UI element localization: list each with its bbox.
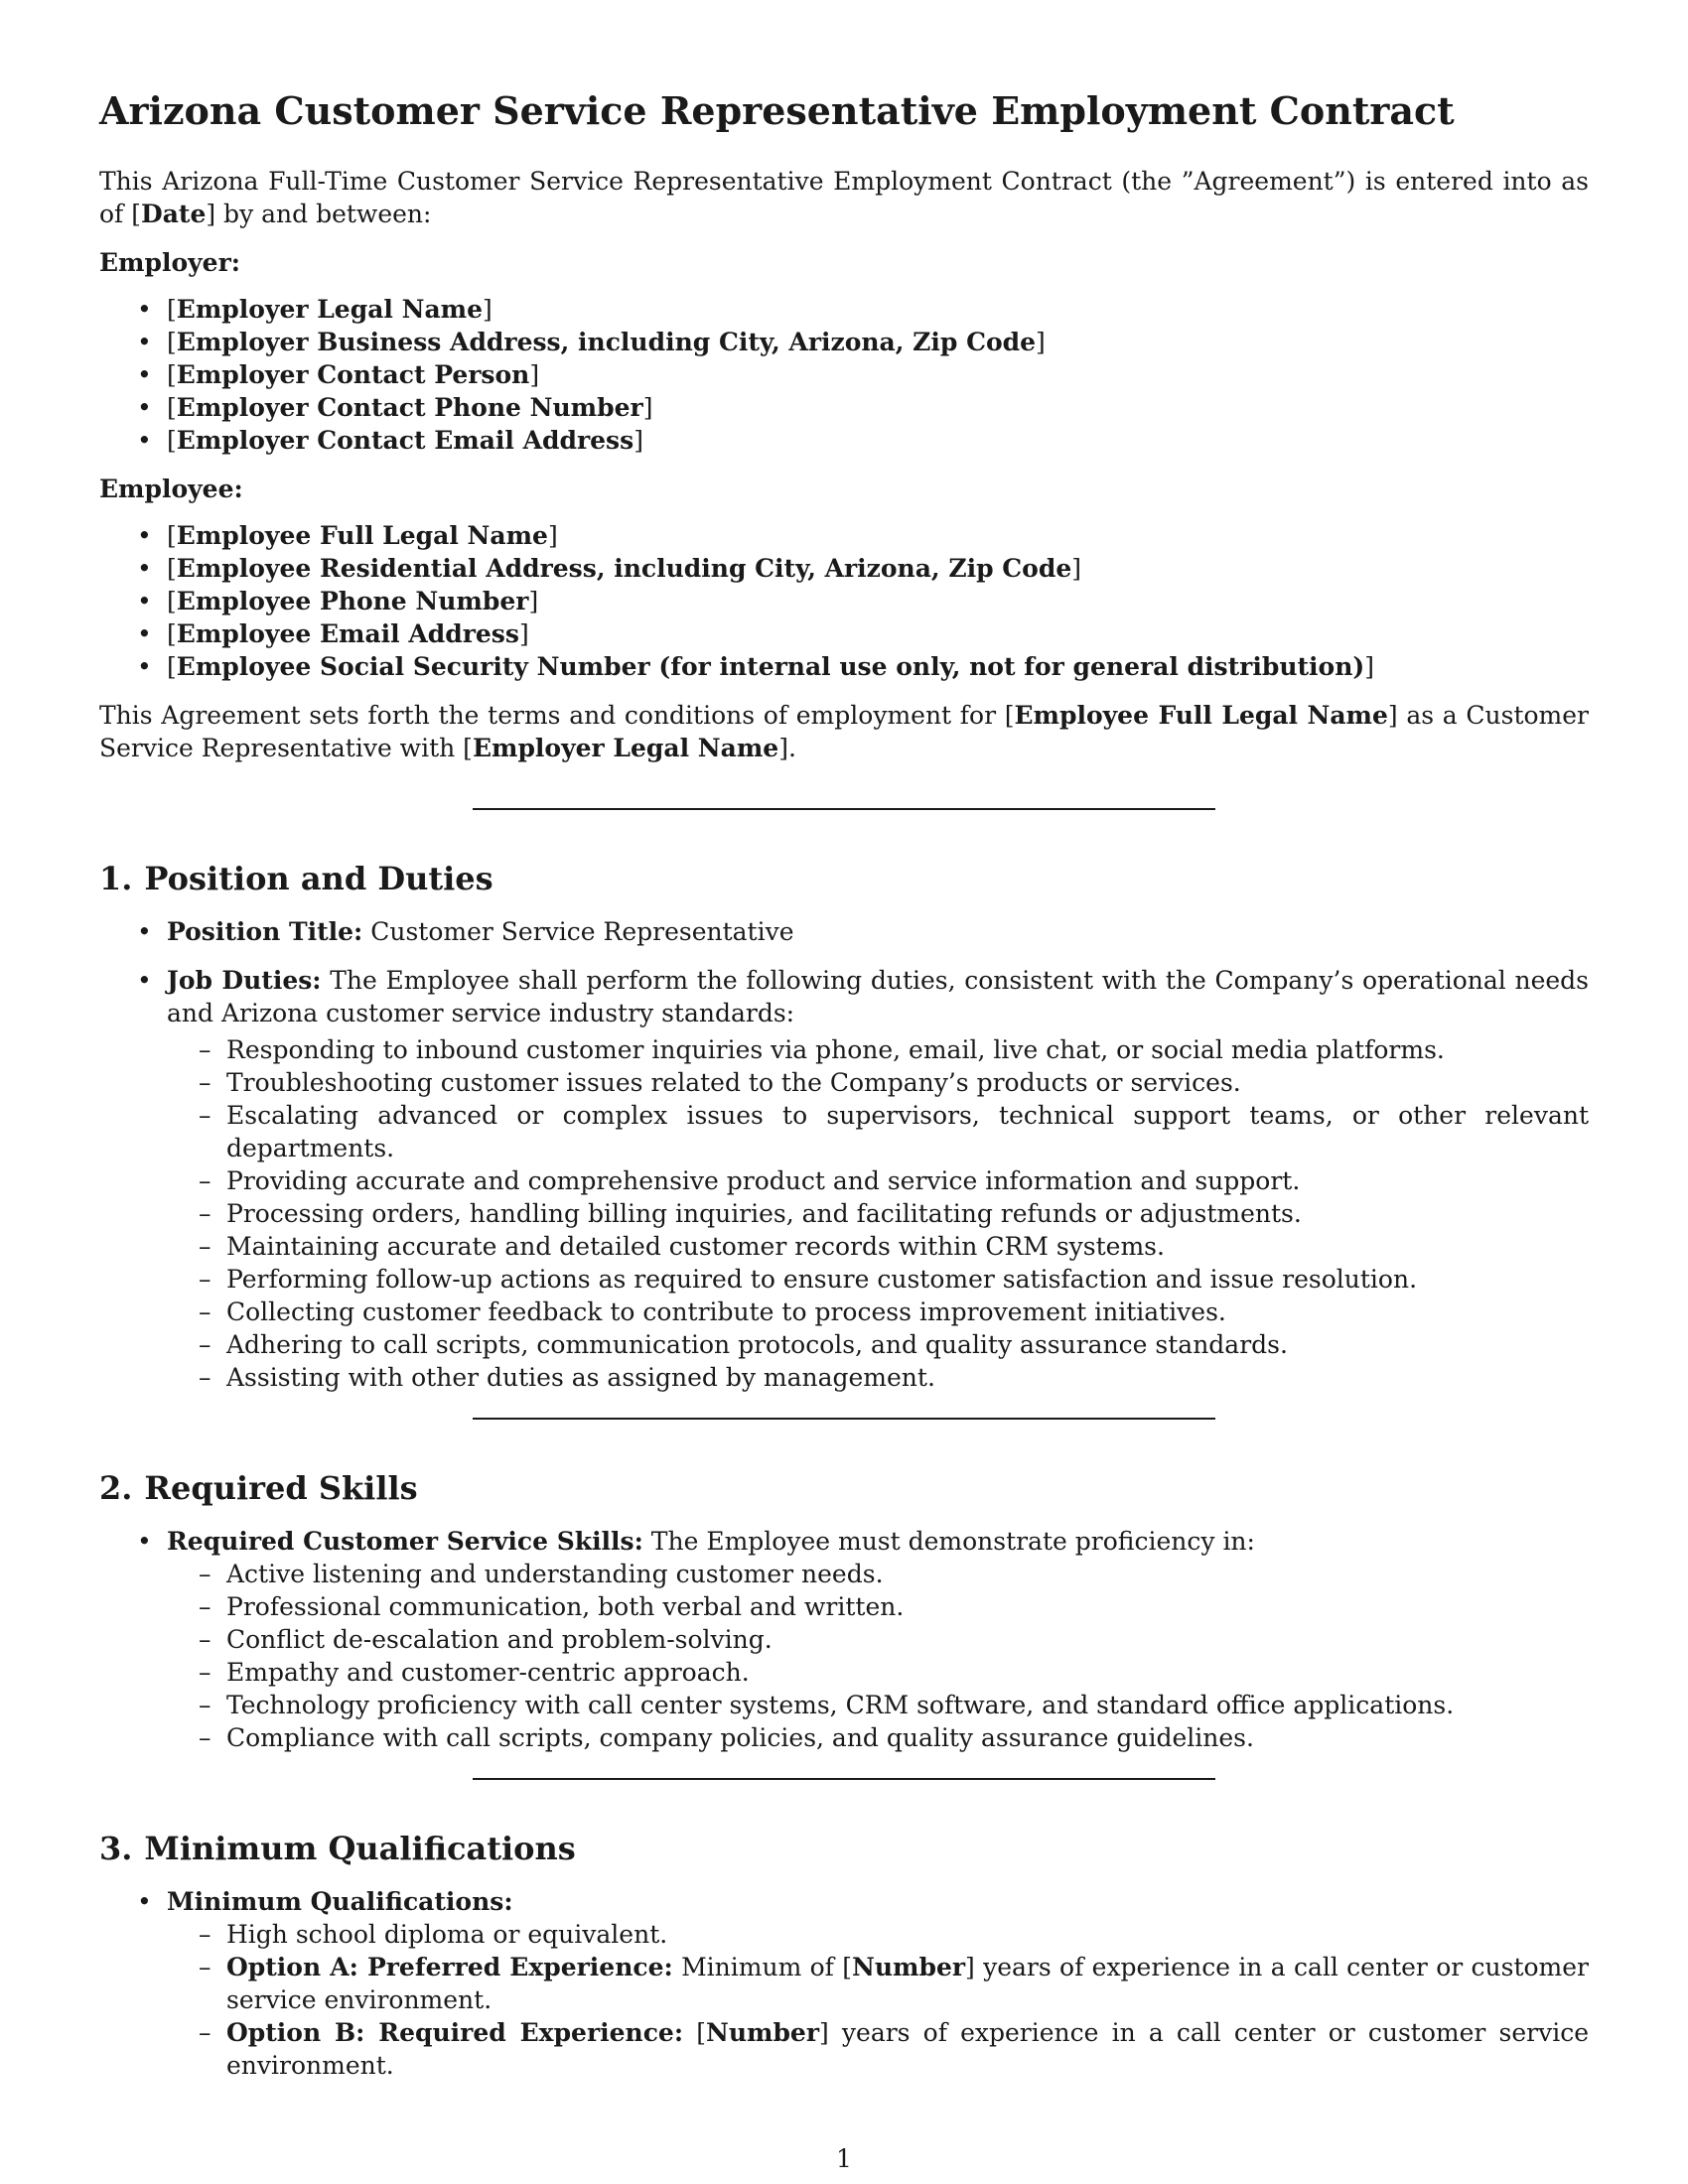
skills-sublist [167,1558,1589,1754]
required-skills-list [99,1525,1589,1754]
section-divider [473,1418,1215,1420]
list-item: • [Employee Social Security Number (for internal use only, not for general distribution)] [99,650,1589,683]
list-item: • [Employer Contact Phone Number] [99,391,1589,424]
intro-paragraph: This Arizona Full-Time Customer Service Representative Employment Contract (the ”Agreement”) is entered into as of [Date] by and between: [99,167,1589,228]
list-item: – Professional communication, both verbal and written. [167,1590,1589,1623]
list-item: • [Employer Business Address, including City, Arizona, Zip Code] [99,326,1589,358]
list-item: • [Employer Contact Email Address] [99,424,1589,457]
list-item: – Collecting customer feedback to contribute to process improvement initiatives. [167,1296,1589,1328]
employee-list [99,519,1589,683]
list-item: • [Employee Phone Number] [99,585,1589,617]
position-title-item: • Position Title: Customer Service Representative [99,915,1589,948]
date-placeholder: Date [141,200,207,228]
page-number: 1 [836,2144,852,2173]
contract-page [99,87,1589,2106]
list-item: – Conflict de-escalation and problem-solving. [167,1623,1589,1656]
option-b-item: – Option B: Required Experience: [Number] years of experience in a call center or customer service environment. [167,2016,1589,2082]
list-item: – High school diploma or equivalent. [167,1918,1589,1951]
job-duties-item: • Job Duties: The Employee shall perform the following duties, consistent with the Company’s operational needs and Arizona customer service industry standards: – Responding to inbound customer inquiries via phone, email, live chat, or social media platforms. – Troubleshooting customer issues related to the Company’s products or services. – Escalating advanced or complex issues to supervisors, technical support teams, or other relevant departments. – Providing accurate and comprehensive product and service information and support. – Processing orders, handling billing inquiries, and facilitating refunds or adjustments. – Maintaining accurate and detailed customer records within CRM systems. – Performing follow-up actions as required to ensure customer satisfaction and issue resolution. – Collecting customer feedback to contribute to process improvement initiatives. – Adhering to call scripts, communication protocols, and quality assurance standards. – Assisting with other duties as assigned by management. [99,964,1589,1394]
employee-label: Employee: [99,475,243,503]
employer-list [99,293,1589,457]
list-item: • [Employee Full Legal Name] [99,519,1589,552]
list-item: – Maintaining accurate and detailed customer records within CRM systems. [167,1230,1589,1263]
section-heading-minimum-qualifications: 3. Minimum Qualifications [99,1830,576,1867]
option-a-item: – Option A: Preferred Experience: Minimum of [Number] years of experience in a call center or customer service environment. [167,1951,1589,2016]
list-item: – Escalating advanced or complex issues to supervisors, technical support teams, or other relevant departments. [167,1099,1589,1164]
list-item: • [Employee Email Address] [99,617,1589,650]
section-divider [473,1778,1215,1780]
list-item: – Adhering to call scripts, communication protocols, and quality assurance standards. [167,1328,1589,1361]
duties-sublist [167,1033,1589,1394]
list-item: – Empathy and customer-centric approach. [167,1656,1589,1689]
list-item: – Technology proficiency with call center systems, CRM software, and standard office applications. [167,1689,1589,1721]
list-item: • [Employer Legal Name] [99,293,1589,326]
section-divider [473,808,1215,810]
section-heading-position-duties: 1. Position and Duties [99,860,493,897]
qualifications-list [99,1885,1589,2082]
list-item: – Assisting with other duties as assigned by management. [167,1361,1589,1394]
summary-paragraph: This Agreement sets forth the terms and conditions of employment for [Employee Full Legal Name] as a Customer Service Representative with [Employer Legal Name]. [99,701,1589,762]
list-item: – Active listening and understanding customer needs. [167,1558,1589,1590]
employer-label: Employer: [99,248,240,277]
list-item: – Performing follow-up actions as required to ensure customer satisfaction and issue resolution. [167,1263,1589,1296]
list-item: – Compliance with call scripts, company policies, and quality assurance guidelines. [167,1721,1589,1754]
list-item: • [Employer Contact Person] [99,358,1589,391]
qualifications-sublist [167,1918,1589,2082]
list-item: • [Employee Residential Address, including City, Arizona, Zip Code] [99,552,1589,585]
list-item: – Troubleshooting customer issues related to the Company’s products or services. [167,1066,1589,1099]
skills-item: • Required Customer Service Skills: The Employee must demonstrate proficiency in: – Active listening and understanding customer needs. – Professional communication, both verbal and written. – Conflict de-escalation and problem-solving. – Empathy and customer-centric approach. – Technology proficiency with call center systems, CRM software, and standard office applications. – Compliance with call scripts, company policies, and quality assurance guidelines. [99,1525,1589,1754]
section-heading-required-skills: 2. Required Skills [99,1469,418,1507]
list-item: – Providing accurate and comprehensive product and service information and support. [167,1164,1589,1197]
qualifications-item: • Minimum Qualifications: – High school diploma or equivalent. – Option A: Preferred Experience: Minimum of [Number] years of experience in a call center or customer service environment. – Option B: Required Experience: [Number] years of experience in a call center or customer service environment. [99,1885,1589,2082]
list-item: – Processing orders, handling billing inquiries, and facilitating refunds or adjustments. [167,1197,1589,1230]
document-title: Arizona Customer Service Representative Employment Contract [99,88,1455,133]
list-item: – Responding to inbound customer inquiries via phone, email, live chat, or social media platforms. [167,1033,1589,1066]
position-duties-list [99,915,1589,1394]
